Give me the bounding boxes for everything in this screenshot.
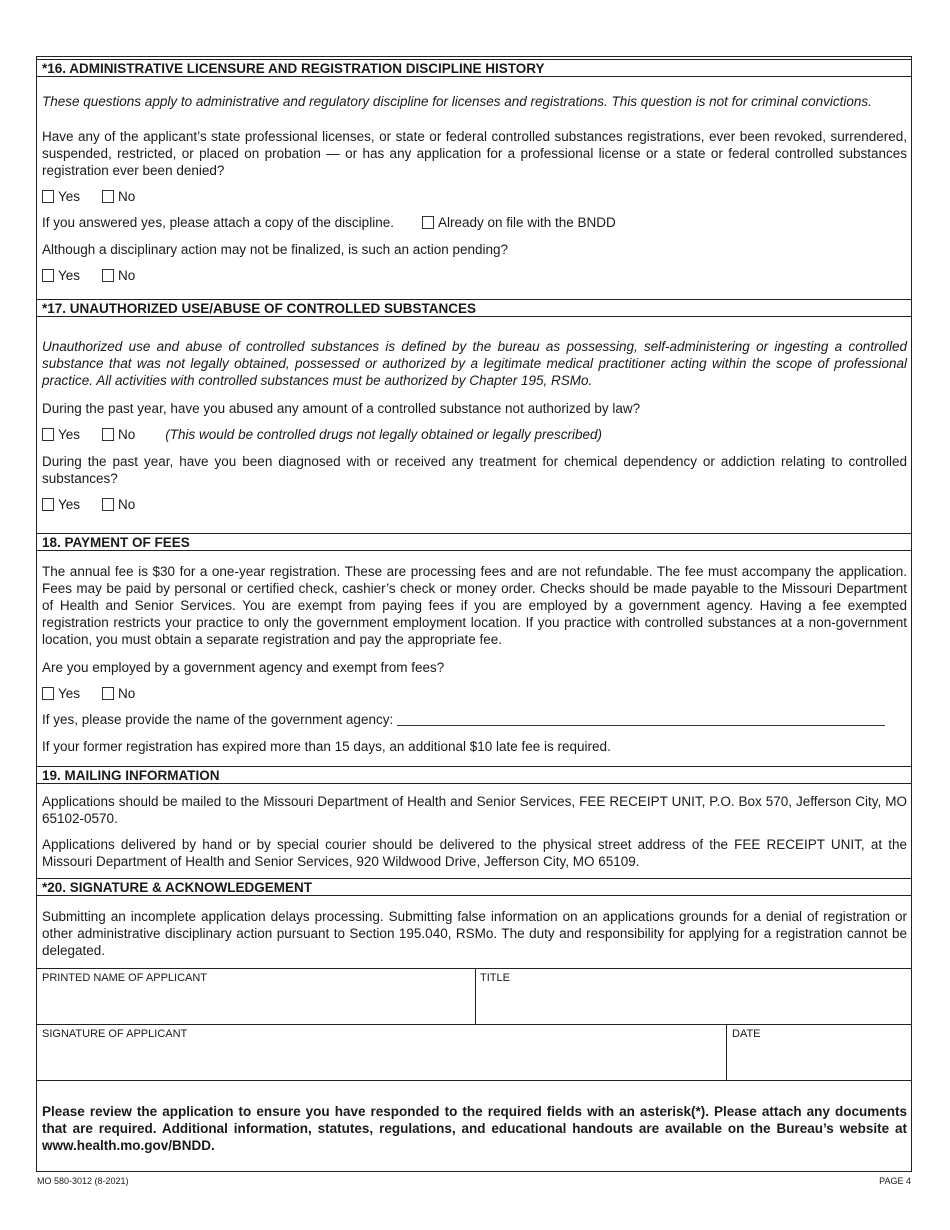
date-label: DATE	[732, 1028, 761, 1040]
no-label: No	[118, 427, 136, 442]
section-17-heading: *17. UNAUTHORIZED USE/ABUSE OF CONTROLLED SUBSTANCES	[37, 299, 911, 317]
divider	[37, 1080, 911, 1081]
section-16-intro: These questions apply to administrative and regulatory discipline for licenses and registrations. This question is not for criminal convictions.	[42, 94, 872, 109]
yes-label: Yes	[58, 497, 81, 512]
section-16-heading: *16. ADMINISTRATIVE LICENSURE AND REGISTRATION DISCIPLINE HISTORY	[37, 59, 911, 77]
form-id: MO 580-3012 (8-2021)	[37, 1176, 129, 1186]
section-20-body: Submitting an incomplete application delays processing. Submitting false information on an applications grounds for a denial of registration or other administrative disciplinary action pursuant to Section 195.040, RSMo. The duty and responsibility for applying for a registration cannot be delegated.	[42, 909, 907, 958]
s17-q1-no-checkbox[interactable]	[102, 428, 114, 441]
s16-q2-no-checkbox[interactable]	[102, 269, 114, 282]
review-notice: Please review the application to ensure you have responded to the required fields with an asterisk(*). Please attach any documents that are required. Additional information, statutes, regulations, and educational handouts are available on the Bureau’s website at www.health.mo.gov/BNDD.	[42, 1104, 907, 1153]
already-on-file-checkbox[interactable]	[422, 216, 434, 229]
no-label: No	[118, 686, 136, 701]
s18-q1-no-checkbox[interactable]	[102, 687, 114, 700]
section-16-question-1: Have any of the applicant’s state professional licenses, or state or federal controlled substances registrations, ever been revoked, surrendered, suspended, restricted, or placed on probation — or has any application for a professional license or a state or federal controlled substances registration ever been denied?	[42, 129, 907, 178]
agency-label: If yes, please provide the name of the government agency:	[42, 712, 394, 727]
s17-q1-yes-checkbox[interactable]	[42, 428, 54, 441]
yes-label: Yes	[58, 686, 81, 701]
no-label: No	[118, 189, 136, 204]
section-18-q1-options	[42, 685, 135, 702]
section-20-heading: *20. SIGNATURE & ACKNOWLEDGEMENT	[37, 878, 911, 896]
signature-label: SIGNATURE OF APPLICANT	[42, 1028, 188, 1040]
s16-q1-yes-checkbox[interactable]	[42, 190, 54, 203]
page-number: PAGE 4	[879, 1176, 911, 1186]
section-17-question-2: During the past year, have you been diagnosed with or received any treatment for chemical dependency or addiction relating to controlled substances?	[42, 454, 907, 486]
printed-name-label: PRINTED NAME OF APPLICANT	[42, 972, 208, 984]
date-field[interactable]	[727, 1039, 912, 1079]
section-18-agency-row	[42, 711, 885, 728]
no-label: No	[118, 497, 136, 512]
title-label: TITLE	[480, 972, 510, 984]
section-19-heading: 19. MAILING INFORMATION	[37, 766, 911, 784]
yes-label: Yes	[58, 427, 81, 442]
attach-text: If you answered yes, please attach a copy of the discipline.	[42, 215, 394, 230]
title-field[interactable]	[476, 983, 912, 1023]
section-19-mail-address: Applications should be mailed to the Missouri Department of Health and Senior Services, FEE RECEIPT UNIT, P.O. Box 570, Jefferson City, MO 65102-0570.	[42, 794, 907, 826]
divider	[37, 1024, 911, 1025]
divider	[37, 968, 911, 969]
agency-name-field[interactable]	[397, 713, 885, 726]
section-17-question-1: During the past year, have you abused any amount of a controlled substance not authorized by law?	[42, 401, 641, 416]
section-16-question-2: Although a disciplinary action may not be finalized, is such an action pending?	[42, 242, 509, 257]
yes-label: Yes	[58, 268, 81, 283]
section-17-q2-options	[42, 496, 135, 513]
no-label: No	[118, 268, 136, 283]
section-16-q1-options	[42, 188, 135, 205]
section-18-heading: 18. PAYMENT OF FEES	[37, 533, 911, 551]
section-16-q2-options	[42, 267, 135, 284]
signature-field[interactable]	[37, 1039, 725, 1079]
application-form	[36, 56, 912, 1172]
section-19-hand-delivery: Applications delivered by hand or by special courier should be delivered to the physical street address of the FEE RECEIPT UNIT, at the Missouri Department of Health and Senior Services, 920 Wildwood Drive, Jefferson City, MO 65109.	[42, 837, 907, 869]
s17-q2-yes-checkbox[interactable]	[42, 498, 54, 511]
printed-name-field[interactable]	[37, 983, 474, 1023]
section-17-intro: Unauthorized use and abuse of controlled substances is defined by the bureau as possessing, self-administering or ingesting a controlled substance that was not legally obtained, possessed or authorized by a legitimate medical practitioner acting within the scope of professional practice. All activities with controlled substances must be authorized by Chapter 195, RSMo.	[42, 339, 907, 388]
s18-q1-yes-checkbox[interactable]	[42, 687, 54, 700]
yes-label: Yes	[58, 189, 81, 204]
s17-q2-no-checkbox[interactable]	[102, 498, 114, 511]
s16-q1-no-checkbox[interactable]	[102, 190, 114, 203]
section-18-question-1: Are you employed by a government agency and exempt from fees?	[42, 660, 445, 675]
already-on-file-label: Already on file with the BNDD	[437, 215, 616, 230]
section-17-q1-note: (This would be controlled drugs not legally obtained or legally prescribed)	[165, 427, 603, 442]
s16-q2-yes-checkbox[interactable]	[42, 269, 54, 282]
section-18-body: The annual fee is $30 for a one-year registration. These are processing fees and are not refundable. The fee must accompany the application. Fees may be paid by personal or certified check, cashier’s check or money order. Checks should be made payable to the Missouri Department of Health and Senior Services. You are exempt from paying fees if you are employed by a government agency. Having a fee exempted registration restricts your practice to only the government employment location. If you practice with controlled substances at a non-government location, you must obtain a separate registration and pay the appropriate fee.	[42, 564, 907, 647]
section-16-attach-row	[42, 214, 616, 231]
section-17-q1-options	[42, 426, 602, 443]
section-18-late-fee: If your former registration has expired more than 15 days, an additional $10 late fee is required.	[42, 739, 611, 754]
